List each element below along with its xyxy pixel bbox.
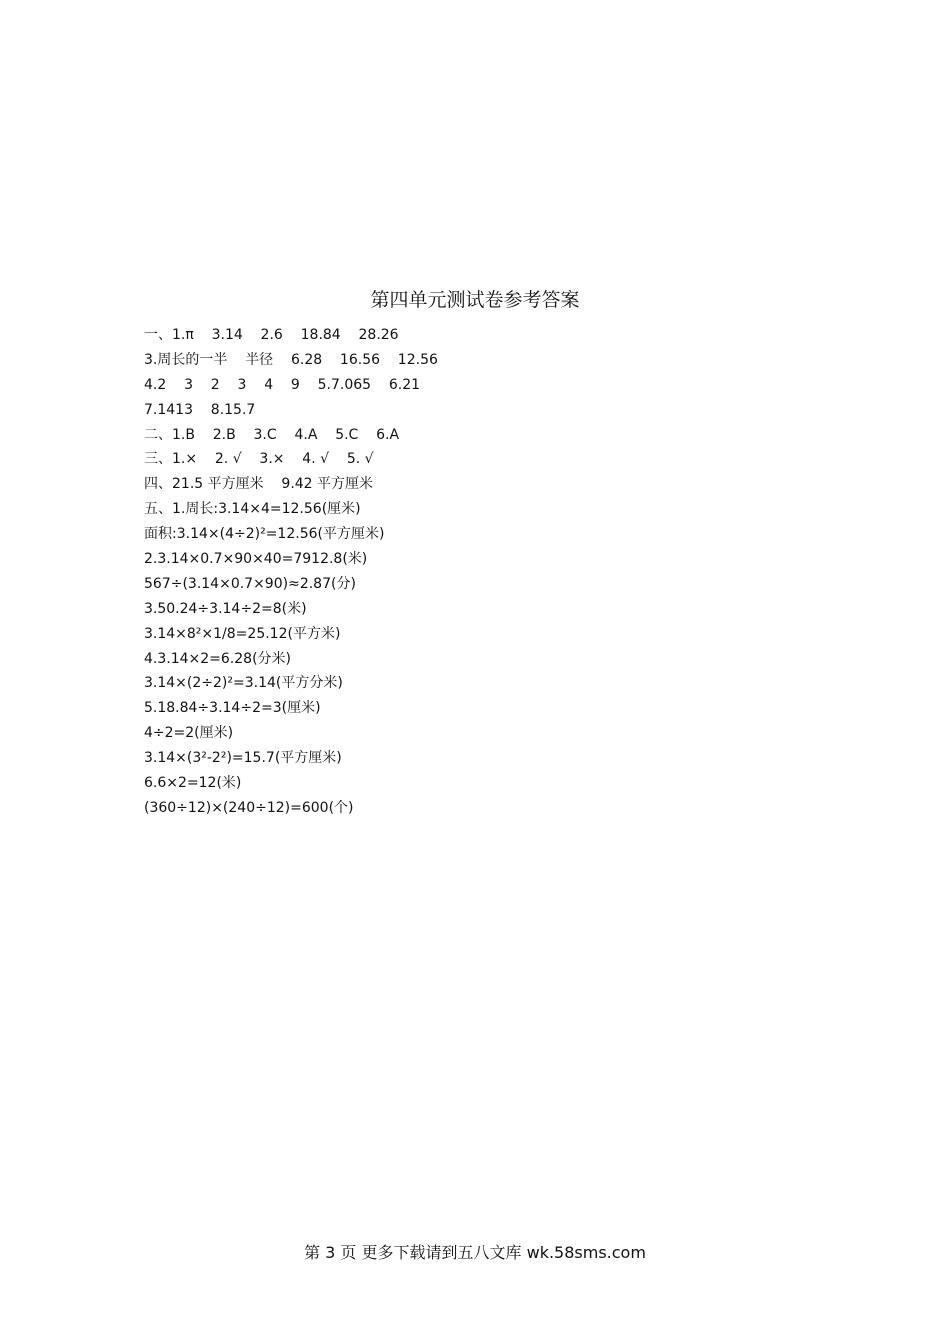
page-footer: 第 3 页 更多下载请到五八文库 wk.58sms.com bbox=[304, 1243, 646, 1262]
answer-line-2: 3.周长的一半 半径 6.28 16.56 12.56 bbox=[144, 351, 438, 368]
answer-line-19: 6.6×2=12(米) bbox=[144, 775, 242, 792]
answer-line-12: 3.50.24÷3.14÷2=8(米) bbox=[144, 600, 307, 617]
answer-line-16: 5.18.84÷3.14÷2=3(厘米) bbox=[144, 700, 321, 717]
answer-line-14: 4.3.14×2=6.28(分米) bbox=[144, 650, 291, 667]
answer-line-18: 3.14×(3²-2²)=15.7(平方厘米) bbox=[144, 750, 342, 767]
answer-line-20: (360÷12)×(240÷12)=600(个) bbox=[144, 799, 354, 816]
answer-list bbox=[144, 323, 844, 821]
answer-line-17: 4÷2=2(厘米) bbox=[144, 725, 234, 742]
answer-line-15: 3.14×(2÷2)²=3.14(平方分米) bbox=[144, 675, 343, 692]
answer-line-3: 4.2 3 2 3 4 9 5.7.065 6.21 bbox=[144, 376, 421, 393]
answer-line-7: 四、21.5 平方厘米 9.42 平方厘米 bbox=[144, 476, 374, 493]
answer-line-8: 五、1.周长:3.14×4=12.56(厘米) bbox=[144, 501, 361, 518]
page-title: 第四单元测试卷参考答案 bbox=[370, 289, 580, 311]
answer-line-6: 三、1.× 2. √ 3.× 4. √ 5. √ bbox=[144, 451, 374, 468]
answer-line-4: 7.1413 8.15.7 bbox=[144, 401, 256, 418]
answer-line-11: 567÷(3.14×0.7×90)≈2.87(分) bbox=[144, 575, 356, 592]
answer-line-9: 面积:3.14×(4÷2)²=12.56(平方厘米) bbox=[144, 526, 385, 543]
answer-line-5: 二、1.B 2.B 3.C 4.A 5.C 6.A bbox=[144, 426, 400, 443]
answer-line-10: 2.3.14×0.7×90×40=7912.8(米) bbox=[144, 551, 368, 568]
answer-line-1: 一、1.π 3.14 2.6 18.84 28.26 bbox=[144, 327, 399, 343]
answer-line-13: 3.14×8²×1/8=25.12(平方米) bbox=[144, 625, 341, 642]
